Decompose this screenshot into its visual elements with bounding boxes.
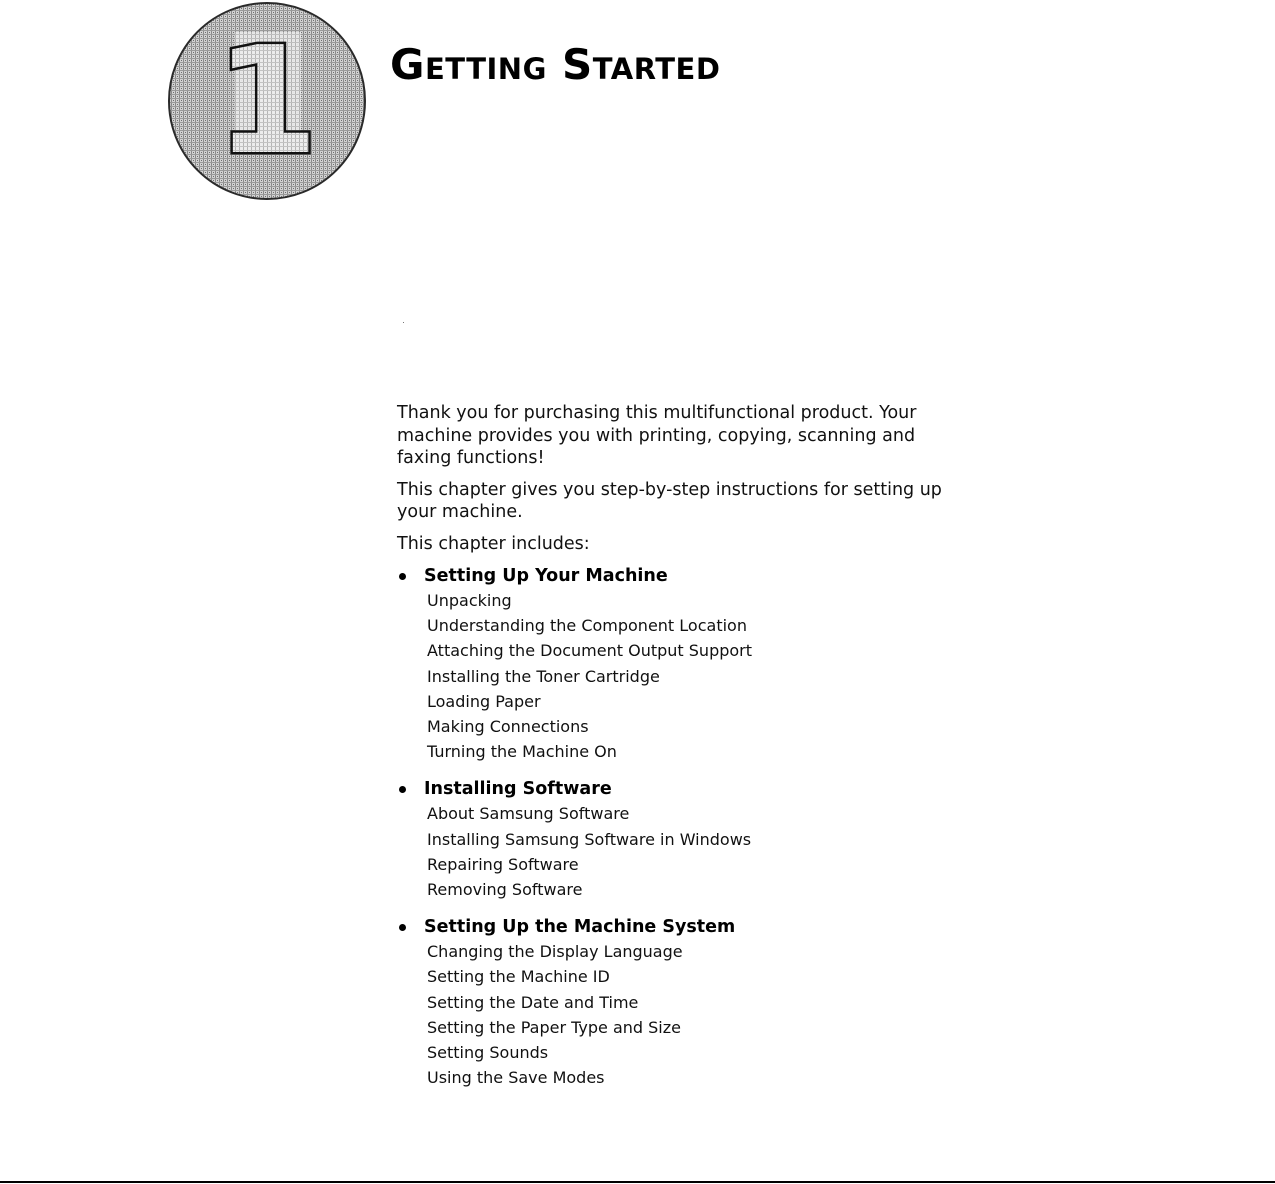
list-item: About Samsung Software xyxy=(427,804,630,824)
list-item: Understanding the Component Location xyxy=(427,616,747,636)
list-item: Making Connections xyxy=(427,717,589,737)
list-item: Attaching the Document Output Support xyxy=(427,641,753,661)
list-item: Installing Samsung Software in Windows xyxy=(427,829,752,849)
chapter-number-badge xyxy=(167,2,367,200)
section-heading: Setting Up Your Machine xyxy=(424,566,668,586)
list-item: Setting the Paper Type and Size xyxy=(427,1017,681,1037)
section-installing-software xyxy=(397,777,957,902)
list-item: Installing the Toner Cartridge xyxy=(427,666,660,686)
page-bottom-rule xyxy=(0,1181,1275,1183)
chapter-intro xyxy=(397,402,957,1103)
list-item: Setting Sounds xyxy=(427,1043,549,1063)
bullet-icon xyxy=(399,924,406,931)
section-setting-up-the-machine-system xyxy=(397,915,957,1090)
list-item: Removing Software xyxy=(427,880,583,900)
section-heading: Installing Software xyxy=(424,779,612,800)
section-heading: Setting Up the Machine System xyxy=(424,917,736,938)
bullet-icon xyxy=(399,573,406,580)
list-item: Repairing Software xyxy=(427,854,579,874)
intro-paragraph: This chapter gives you step-by-step instructions for setting up your machine. xyxy=(397,479,942,522)
list-item: Setting the Machine ID xyxy=(427,967,610,987)
chapter-number: 1 xyxy=(215,15,319,187)
bullet-icon xyxy=(399,786,406,793)
list-item: Turning the Machine On xyxy=(427,742,617,762)
section-setting-up-your-machine xyxy=(397,564,957,764)
stray-mark xyxy=(403,322,404,323)
includes-label: This chapter includes: xyxy=(397,533,590,554)
intro-paragraph: Thank you for purchasing this multifunctional product. Your machine provides you with printing, copying, scanning and faxing functions! xyxy=(397,403,917,468)
chapter-title: Getting Started xyxy=(390,40,721,89)
list-item: Changing the Display Language xyxy=(427,942,683,962)
list-item: Loading Paper xyxy=(427,691,541,711)
list-item: Unpacking xyxy=(427,591,512,610)
list-item: Setting the Date and Time xyxy=(427,992,639,1012)
list-item: Using the Save Modes xyxy=(427,1068,605,1088)
